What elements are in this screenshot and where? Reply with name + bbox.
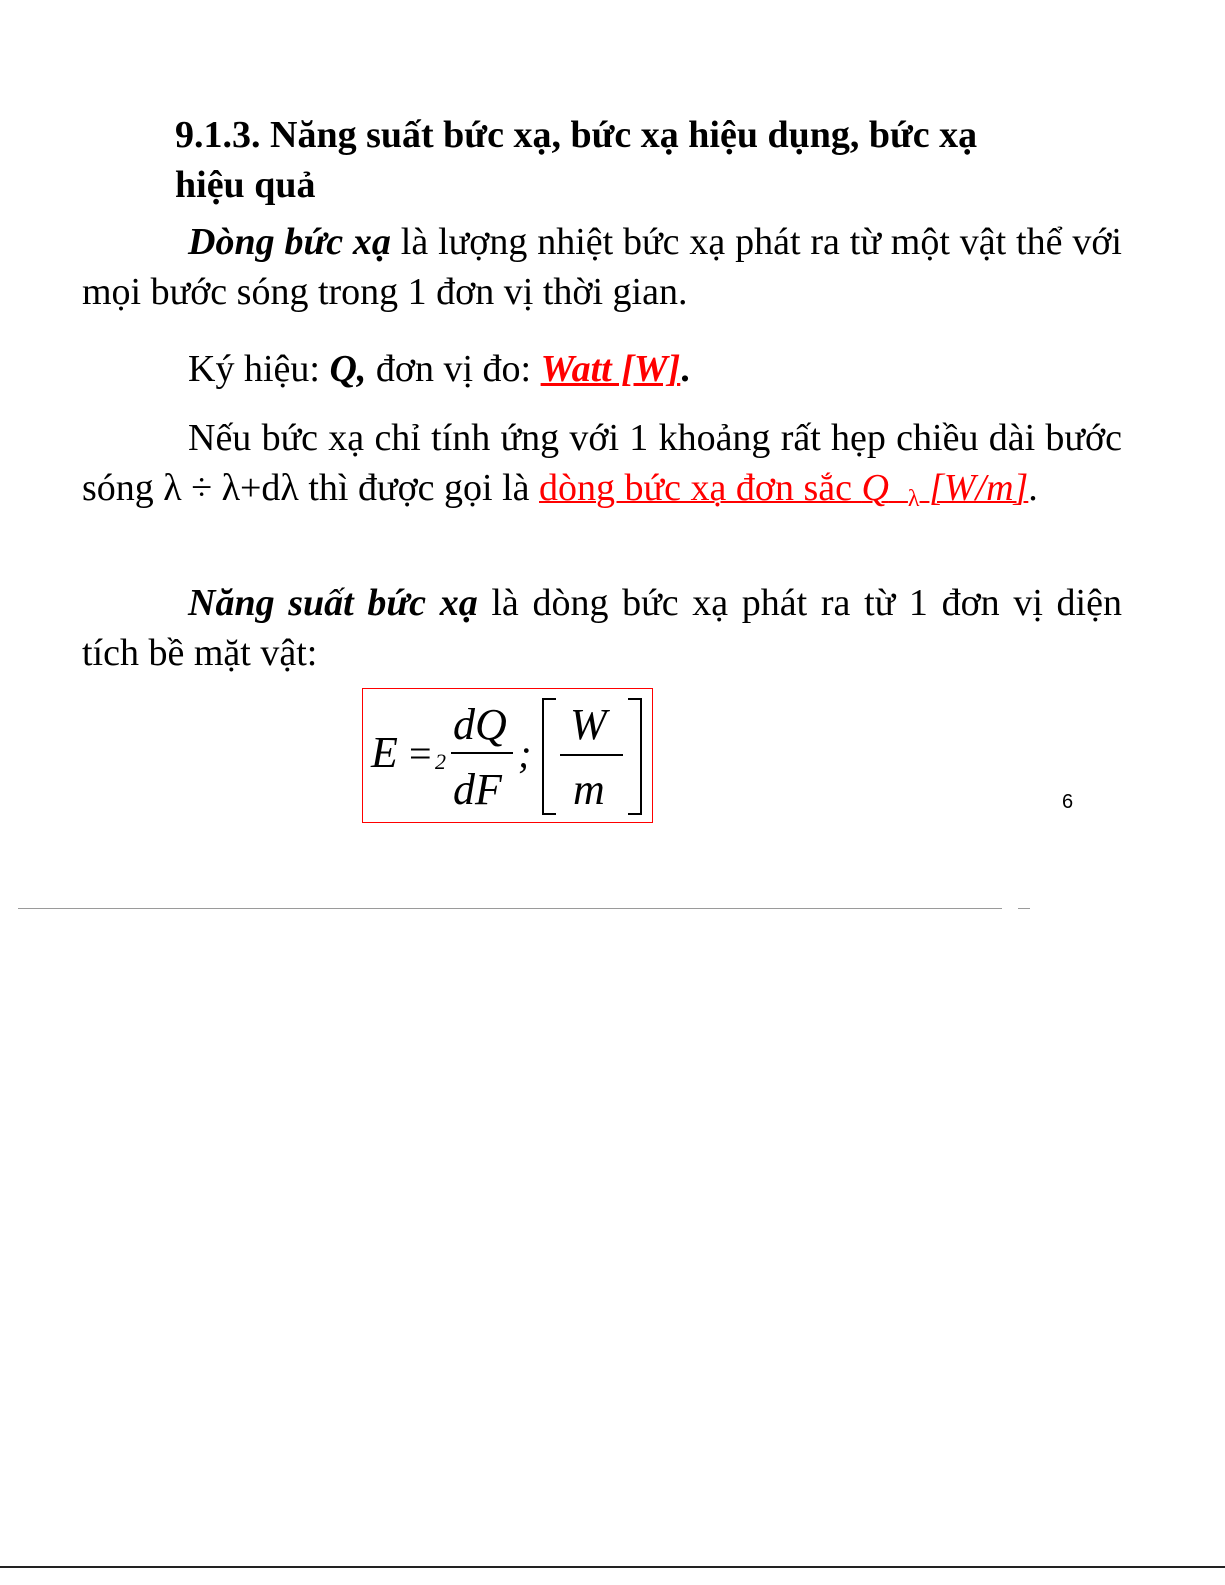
paragraph-monochromatic: [82, 413, 1122, 524]
formula-equals: =: [409, 731, 432, 776]
period: .: [680, 348, 690, 390]
symbol-q-lambda: Q: [861, 467, 889, 509]
heading-line-1: 9.1.3. Năng suất bức xạ, bức xạ hiệu dụng, bức xạ: [175, 114, 978, 156]
page-separator-dash: [1018, 908, 1030, 909]
bottom-border-line: [0, 1566, 1225, 1568]
paragraph-emissive-power: [82, 578, 1122, 678]
left-bracket: [543, 699, 556, 814]
subscript-lambda: λ: [907, 486, 920, 512]
formula-separator: ;: [518, 731, 532, 776]
text-b: thì được gọi là: [298, 467, 540, 509]
period: .: [1028, 467, 1038, 509]
monochromatic-text: dòng bức xạ đơn sắc: [539, 467, 862, 509]
section-heading: [175, 110, 1095, 210]
formula-lhs: E: [371, 728, 398, 777]
formula-box: [362, 688, 653, 823]
definition-text: là lượng nhiệt bức xạ phát ra từ một vật thể với mọi bước sóng trong 1 đơn vị thời gian.: [82, 221, 1122, 313]
term-radiation-flux: Dòng bức xạ: [188, 221, 391, 263]
unit-label: đơn vị đo:: [366, 348, 541, 390]
formula-denominator: dF: [453, 765, 502, 814]
text-a: Nếu bức xạ chỉ tính ứng với 1 khoảng rất hẹp chiều dài bước sóng: [82, 417, 1122, 509]
symbol-label: Ký hiệu:: [188, 348, 330, 390]
definition-text: là dòng bức xạ phát ra từ 1 đơn vị diện tích bề mặt vật:: [82, 582, 1122, 674]
wavelength-range: λ ÷ λ+dλ: [163, 467, 299, 509]
unit-w-per-m: [W/m]: [929, 467, 1029, 509]
heading-line-2: hiệu quả: [175, 164, 316, 206]
formula-subscript: 2: [435, 749, 446, 774]
unit-numerator: W: [570, 700, 607, 749]
paragraph-radiation-flux: [82, 217, 1122, 317]
unit-watt: Watt [W]: [540, 348, 681, 390]
page-number: 6: [1062, 791, 1074, 813]
monochromatic-term: [539, 467, 1029, 512]
term-emissive-power: Năng suất bức xạ: [188, 582, 478, 624]
paragraph-symbol-unit: [82, 344, 1122, 394]
emissive-power-formula: [363, 689, 654, 824]
right-bracket: [628, 699, 641, 814]
unit-denominator: m: [573, 765, 605, 814]
symbol-q: Q,: [329, 348, 367, 390]
formula-numerator: dQ: [453, 700, 507, 749]
page-separator-line: [18, 908, 1002, 909]
